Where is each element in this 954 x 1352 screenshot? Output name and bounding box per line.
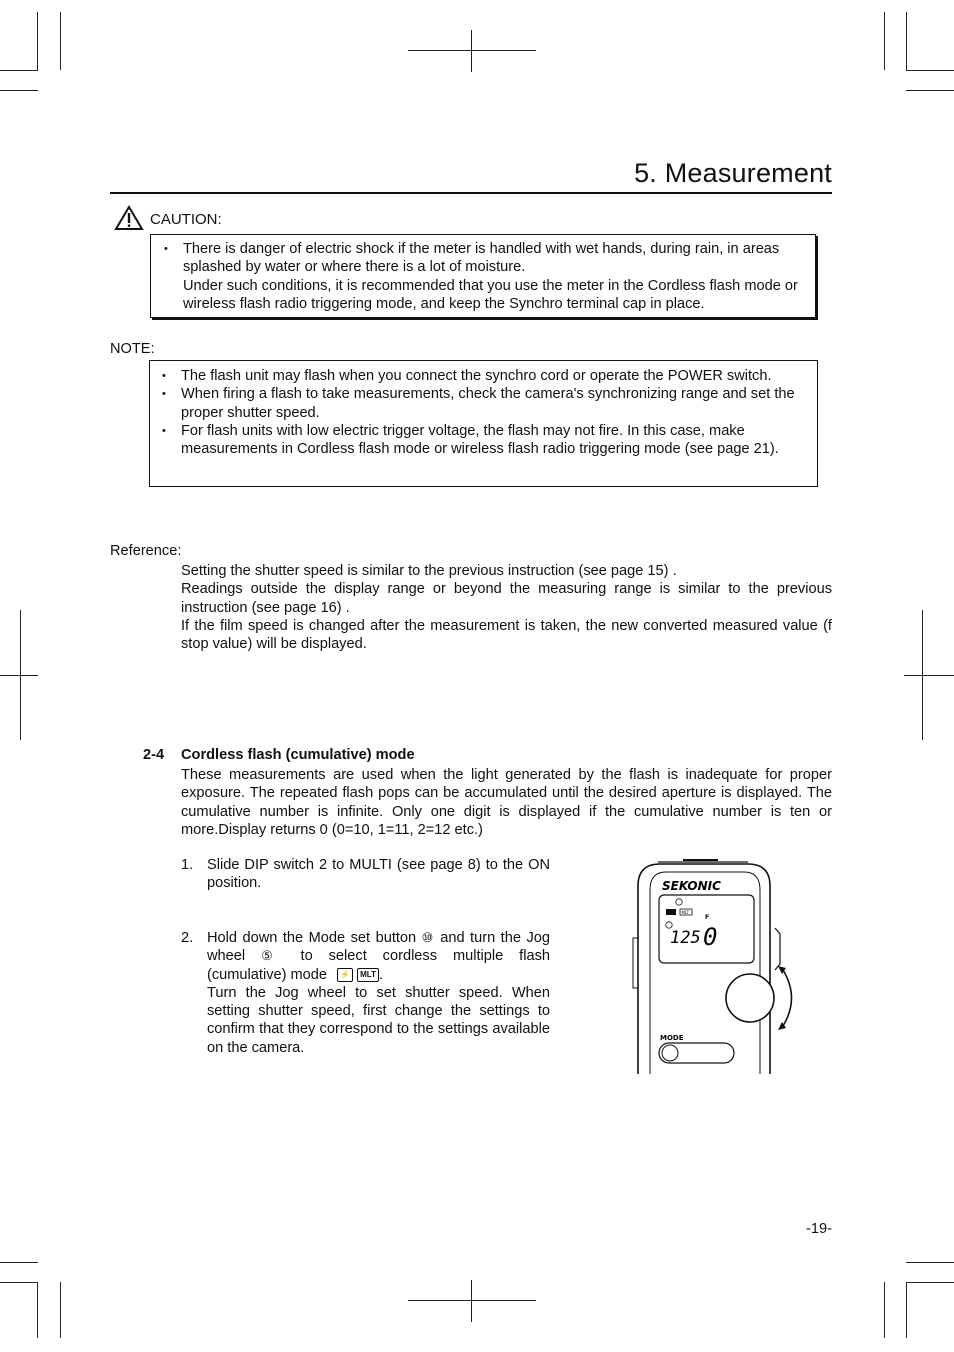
note-item: • When firing a flash to take measurements, check the camera's synchronizing range and set the proper shutter speed. [161,385,806,422]
reference-line: Readings outside the display range or beyond the measuring range is similar to the previous instruction (see page 16) . [181,581,832,616]
step-text: Hold down the Mode set button ⑩ and turn the Jog wheel ⑤ to select cordless multiple flash (cumulative) mode ⚡ MLT . [207,930,550,983]
reference-line: If the film speed is changed after the measurement is taken, the new converted measured value (f stop value) will be displayed. [181,617,832,653]
flash-mode-icon: ⚡ [337,968,353,982]
page-title: 5. Measurement [634,158,832,188]
note-label: NOTE: [110,341,155,357]
title-rule [110,192,832,194]
step-number: 1. [181,857,194,873]
step-1 [181,856,550,893]
section-number: 2-4 [143,747,165,763]
step-text: Slide DIP switch 2 to MULTI (see page 8) to the ON position. [207,857,550,892]
section-intro: These measurements are used when the light generated by the flash is inadequate for proper exposure. The repeated flash pops can be accumulated until the desired aperture is displayed. The cumulative number is infinite. Only one digit is displayed if the cumulative number is ten or more.Display returns 0 (0=10, 1=11, 2=12 etc.) [181,767,832,838]
brand-label: SEKONIC [662,879,721,893]
meter-illustration [628,858,798,1076]
note-item: • For flash units with low electric trigger voltage, the flash may not fire. In this case, make measurements in Cordless flash mode or wireless flash radio triggering mode (see page 21). [161,422,806,459]
lcd-shutter: 125 [670,928,701,948]
reference-text [181,562,832,653]
step-2 [181,929,550,1057]
note-item: • The flash unit may flash when you connect the synchro cord or operate the POWER switch. [161,367,806,385]
svg-text:MLT: MLT [681,910,690,915]
jog-wheel [726,974,774,1022]
caution-box [150,234,816,318]
step-text-2: Turn the Jog wheel to set shutter speed. When setting shutter speed, first change the settings to confirm that they correspond to the settings available on the camera. [207,984,550,1056]
caution-text-2: Under such conditions, it is recommended that you use the meter in the Cordless flash mode or wireless flash radio triggering mode, and keep the Synchro terminal cap in place. [183,277,798,312]
page-number: -19- [806,1221,832,1237]
mode-label: MODE [660,1034,684,1042]
caution-text-1: There is danger of electric shock if the meter is handled with wet hands, during rain, in areas splashed by water or where there is a lot of moisture. [183,241,780,276]
reference-label: Reference: [110,543,182,559]
note-box [149,360,818,487]
lcd-value: 0 [703,923,718,951]
mode-button [659,1043,734,1063]
caution-item [163,240,803,313]
caution-label: CAUTION: [150,211,222,228]
mode-button-ref: ⑩ [421,930,435,945]
section-title: Cordless flash (cumulative) mode [181,747,415,763]
warning-icon [114,205,144,231]
jog-wheel-ref: ⑤ [261,948,285,964]
reference-line: Setting the shutter speed is similar to the previous instruction (see page 15) . [181,563,677,579]
step-number: 2. [181,930,194,946]
multi-mode-icon: MLT [357,968,379,982]
lcd-f-label: F [705,914,710,921]
